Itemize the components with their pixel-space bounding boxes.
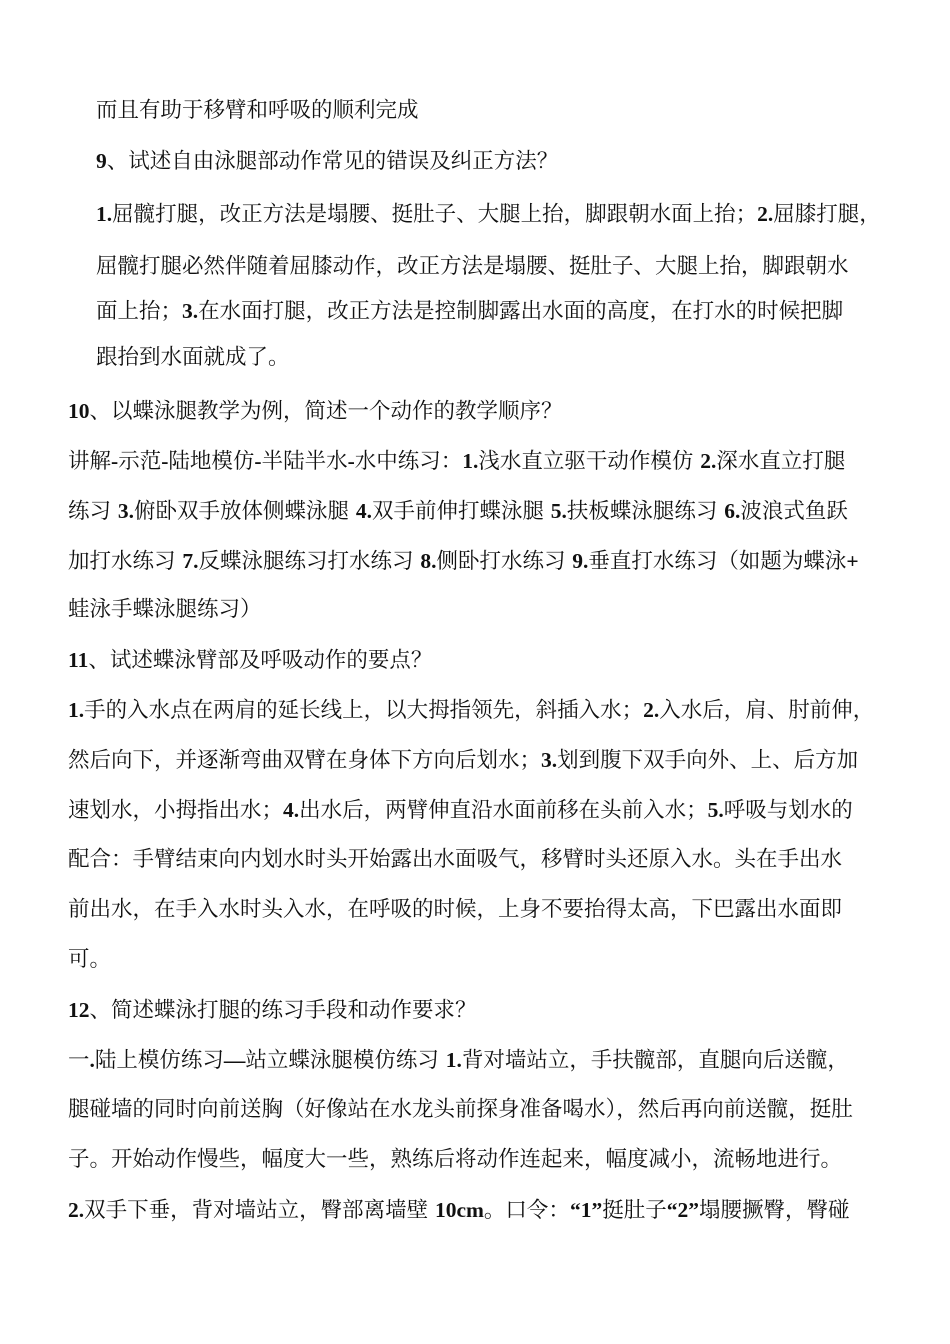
- text-line: 跟抬到水面就成了。: [96, 345, 290, 370]
- text-line: 前出水，在手入水时头入水，在呼吸的时候，上身不要抬得太高，下巴露出水面即: [68, 897, 843, 922]
- text-line: 子。开始动作慢些，幅度大一些，熟练后将动作连起来，幅度减小，流畅地进行。: [68, 1147, 843, 1172]
- text-line: 屈髋打腿必然伴随着屈膝动作，改正方法是塌腰、挺肚子、大腿上抬，脚跟朝水: [96, 254, 849, 279]
- text-line: 然后向下，并逐渐弯曲双臂在身体下方向后划水；3.划到腹下双手向外、上、后方加: [68, 748, 859, 773]
- text-line: 1.屈髋打腿，改正方法是塌腰、挺肚子、大腿上抬，脚跟朝水面上抬；2.屈膝打腿，: [96, 202, 881, 227]
- question-heading: 11、试述蝶泳臂部及呼吸动作的要点？: [68, 648, 433, 673]
- question-heading: 9、试述自由泳腿部动作常见的错误及纠正方法？: [96, 149, 559, 174]
- text-line: 腿碰墙的同时向前送胸（好像站在水龙头前探身准备喝水），然后再向前送髋，挺肚: [68, 1097, 853, 1122]
- text-line: 加打水练习 7.反蝶泳腿练习打水练习 8.侧卧打水练习 9.垂直打水练习（如题为蝶泳+: [68, 549, 859, 574]
- text-line: 一.陆上模仿练习—站立蝶泳腿模仿练习 1.背对墙站立，手扶髋部，直腿向后送髋，: [68, 1048, 849, 1073]
- question-heading: 12、简述蝶泳打腿的练习手段和动作要求？: [68, 998, 477, 1023]
- text-line: 练习 3.俯卧双手放体侧蝶泳腿 4.双手前伸打蝶泳腿 5.扶板蝶泳腿练习 6.波浪式鱼跃: [68, 499, 848, 524]
- text-line: 讲解-示范-陆地模仿-半陆半水-水中练习：1.浅水直立驱干动作模仿 2.深水直立打腿: [68, 449, 846, 474]
- text-line: 1.手的入水点在两肩的延长线上，以大拇指领先，斜插入水；2.入水后，肩、肘前伸，: [68, 698, 875, 723]
- text-line: 配合：手臂结束向内划水时头开始露出水面吸气，移臂时头还原入水。头在手出水: [68, 847, 843, 872]
- question-heading: 10、以蝶泳腿教学为例，简述一个动作的教学顺序？: [68, 399, 563, 424]
- text-line: 面上抬；3.在水面打腿，改正方法是控制脚露出水面的高度，在打水的时候把脚: [96, 299, 844, 324]
- text-line: 而且有助于移臂和呼吸的顺利完成: [96, 98, 419, 123]
- text-line: 蛙泳手蝶泳腿练习）: [68, 597, 262, 622]
- text-line: 2.双手下垂，背对墙站立，臀部离墙壁 10cm。口令：“1”挺肚子“2”塌腰撅臀，臀碰: [68, 1198, 850, 1223]
- text-line: 可。: [68, 947, 112, 972]
- text-line: 速划水，小拇指出水；4.出水后，两臂伸直沿水面前移在头前入水；5.呼吸与划水的: [68, 798, 853, 823]
